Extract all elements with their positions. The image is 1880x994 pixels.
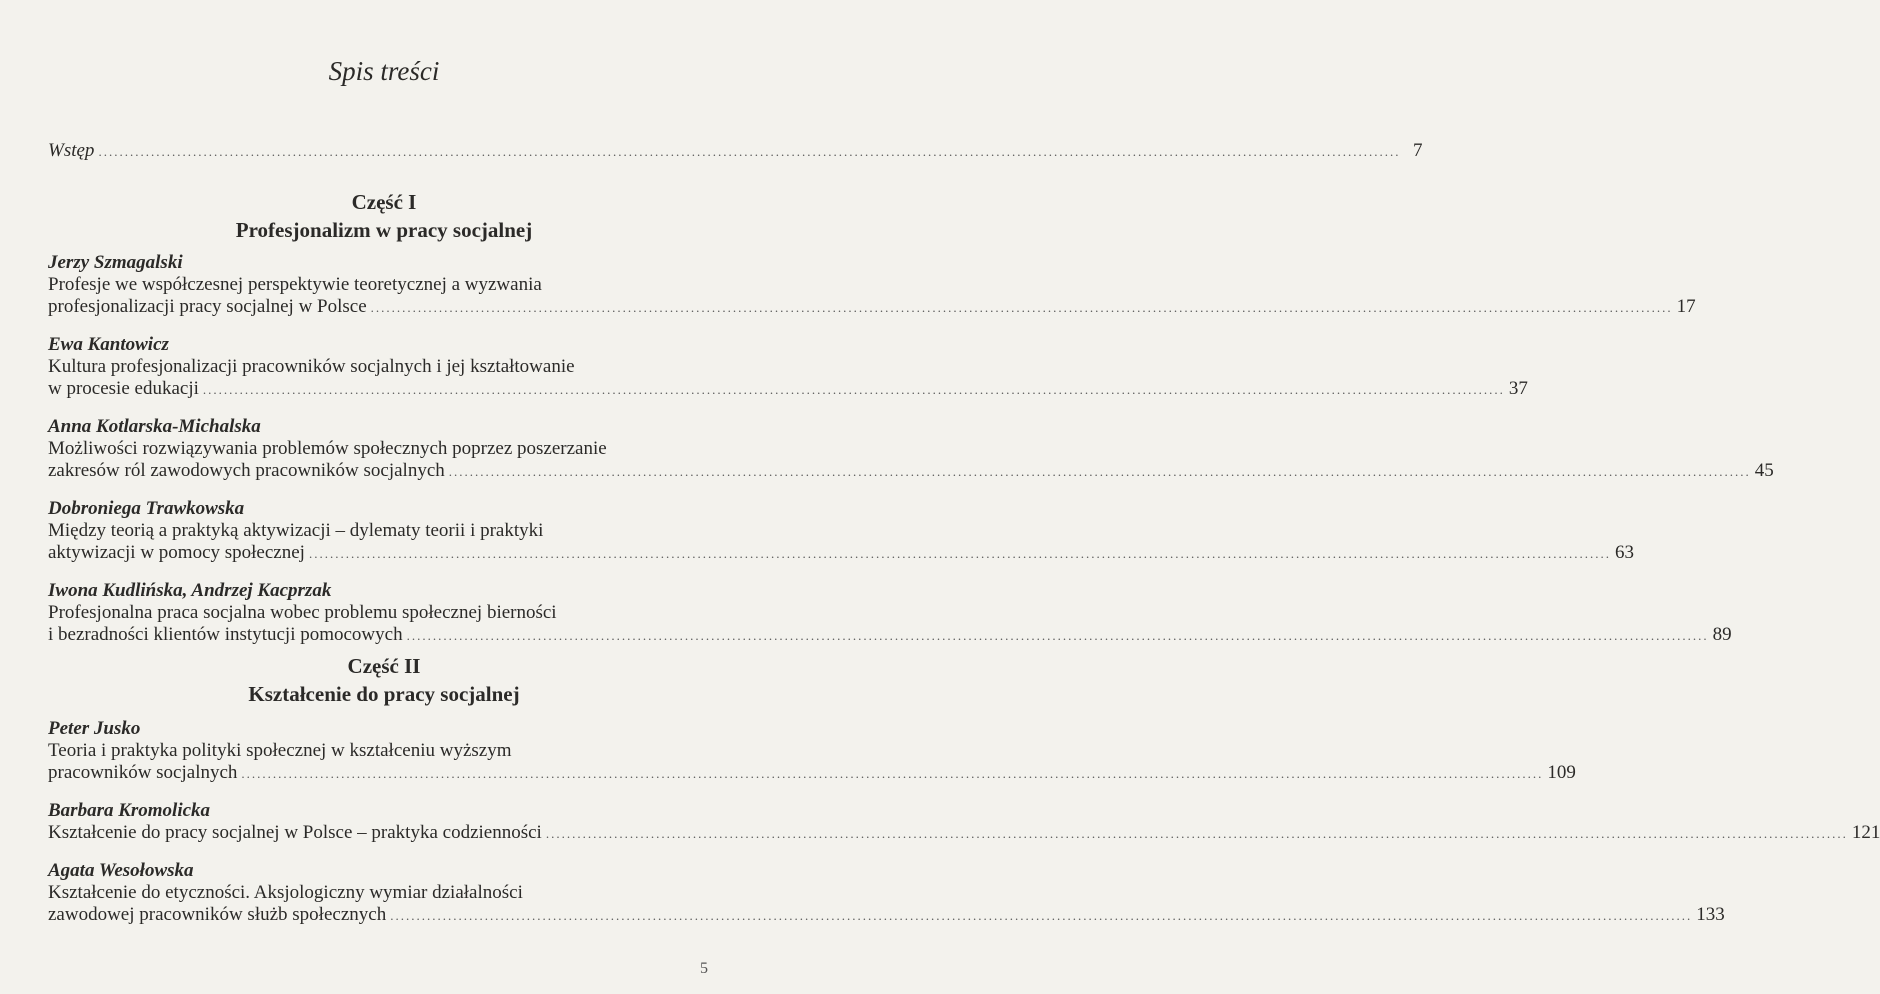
- page-number: 5: [700, 960, 708, 977]
- entry-title-line2: w procesie edukacji: [48, 378, 199, 399]
- entry-title-line2: i bezradności klientów instytucji pomocowych: [48, 624, 403, 645]
- toc-entry[interactable]: [48, 800, 1880, 845]
- toc-entry[interactable]: [48, 860, 1725, 927]
- entry-title-line2: profesjonalizacji pracy socjalnej w Polsce: [48, 296, 367, 317]
- leader-dots: ........................................................................................................................................................................................................................................................: [545, 826, 1848, 841]
- entry-author: Jerzy Szmagalski: [48, 252, 183, 273]
- entry-author: Agata Wesołowska: [48, 860, 194, 881]
- entry-title-line2: Kształcenie do pracy socjalnej w Polsce – praktyka codzienności: [48, 822, 542, 843]
- toc-intro[interactable]: [48, 140, 1423, 163]
- entry-title-line1: Kultura profesjonalizacji pracowników socjalnych i jej kształtowanie: [48, 356, 575, 377]
- leader-dots: ........................................................................................................................................................................................................................................................: [390, 908, 1693, 923]
- toc-entry[interactable]: [48, 580, 1732, 647]
- entry-author: Iwona Kudlińska, Andrzej Kacprzak: [48, 580, 332, 601]
- entry-author: Peter Jusko: [48, 718, 141, 739]
- intro-page: 7: [1412, 140, 1423, 161]
- entry-title-line2: zawodowej pracowników służb społecznych: [48, 904, 387, 925]
- part-2-heading: [0, 652, 768, 708]
- entry-title-line1: Profesje we współczesnej perspektywie teoretycznej a wyzwania: [48, 274, 542, 295]
- entry-title-line2: pracowników socjalnych: [48, 762, 238, 783]
- entry-page: 17: [1676, 296, 1696, 317]
- entry-author: Barbara Kromolicka: [48, 800, 211, 821]
- leader-dots: ........................................................................................................................................................................................................................................................: [448, 464, 1751, 479]
- entry-page: 133: [1696, 904, 1725, 925]
- part-1-number: Część I: [351, 190, 417, 214]
- part-1-heading: [0, 188, 768, 244]
- entry-page: 37: [1508, 378, 1528, 399]
- entry-page: 89: [1712, 624, 1732, 645]
- entry-author: Dobroniega Trawkowska: [48, 498, 245, 519]
- toc-entry[interactable]: [48, 252, 1696, 319]
- toc-entry[interactable]: [48, 334, 1528, 401]
- entry-title-line1: Możliwości rozwiązywania problemów społecznych poprzez poszerzanie: [48, 438, 607, 459]
- leader-dots: ........................................................................................................................................................................................................................................................: [406, 628, 1709, 643]
- toc-entry[interactable]: [48, 498, 1634, 565]
- entry-title-line1: Między teorią a praktyką aktywizacji – dylematy teorii i praktyki: [48, 520, 544, 541]
- leader-dots: ........................................................................................................................................................................................................................................................: [202, 382, 1505, 397]
- entry-title-line2: aktywizacji w pomocy społecznej: [48, 542, 305, 563]
- part-2-name: Kształcenie do pracy socjalnej: [248, 682, 520, 706]
- entry-title-line1: Profesjonalna praca socjalna wobec problemu społecznej bierności: [48, 602, 557, 623]
- leader-dots: ........................................................................................................................................................................................................................................................: [370, 300, 1673, 315]
- leader-dots: ........................................................................................................................................................................................................................................................: [241, 766, 1544, 781]
- entry-page: 121: [1851, 822, 1880, 843]
- entry-title-line1: Teoria i praktyka polityki społecznej w kształceniu wyższym: [48, 740, 512, 761]
- toc-entry[interactable]: [48, 416, 1774, 483]
- part-1-name: Profesjonalizm w pracy socjalnej: [235, 218, 533, 242]
- leader-dots: ........................................................................................................................................................................................................................................................: [98, 144, 1401, 159]
- leader-dots: ........................................................................................................................................................................................................................................................: [308, 546, 1611, 561]
- page-title: Spis treści: [328, 56, 440, 86]
- entry-page: 45: [1754, 460, 1774, 481]
- toc-entry[interactable]: [48, 718, 1576, 785]
- entry-title-line1: Kształcenie do etyczności. Aksjologiczny wymiar działalności: [48, 882, 523, 903]
- intro-label: Wstęp: [48, 140, 95, 161]
- entry-author: Anna Kotlarska-Michalska: [48, 416, 261, 437]
- part-2-number: Część II: [347, 654, 421, 678]
- entry-page: 63: [1614, 542, 1634, 563]
- entry-title-line2: zakresów ról zawodowych pracowników socjalnych: [48, 460, 445, 481]
- entry-page: 109: [1547, 762, 1576, 783]
- entry-author: Ewa Kantowicz: [48, 334, 169, 355]
